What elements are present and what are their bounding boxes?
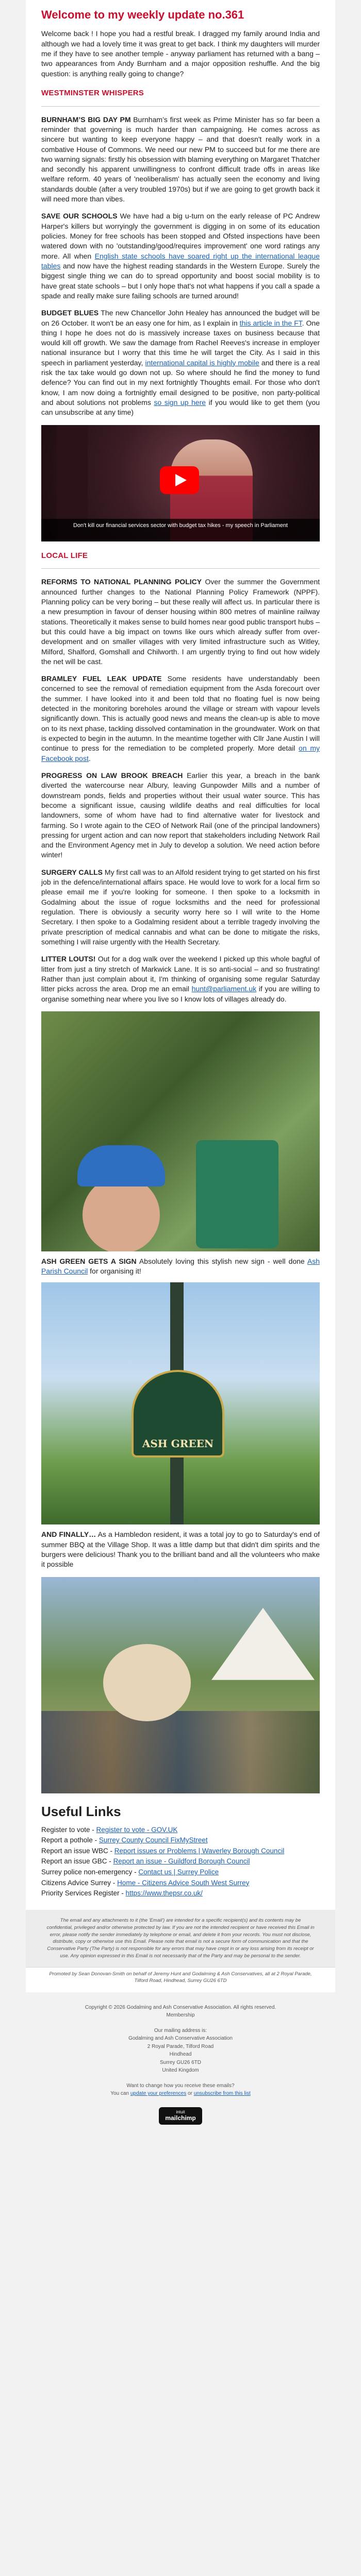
body-text: Some residents have understandably been concerned to see the removal of remediation equipment from the Asda forecourt over the summer. I have looked into it and been told that no floating fuel is now being detected in the monitoring boreholes around the village or stream with vapour levels significantly down. This is actually good news and means the clean-up is able to move on to its next phase, tackling dissolved contamination in the groundwater. Work on that is expected to begin in the autumn. In the meantime together with Cllr Jane Austin I will continue to press for the remediation to be completed properly. More detail (41, 674, 320, 753)
list-item (41, 1889, 320, 1899)
body-text: . (88, 754, 91, 762)
body-text: Out for a dog walk over the weekend I picked up this whole bagful of litter from just a tiny stretch of Markwick Lane. It is so anti-social – and so frustrating! Rather than just complain about it, I'm thinking of organising some regular Saturday litter picks across the area. Drop me an email (41, 955, 320, 993)
page-title: Welcome to my weekly update no.361 (41, 8, 244, 21)
address-street: 2 Royal Parade, Tilford Road (147, 2043, 214, 2049)
crowd (41, 1711, 320, 1793)
mailchimp-badge[interactable] (159, 2107, 202, 2125)
divider (41, 568, 320, 569)
list-item (41, 1857, 320, 1867)
divider (41, 106, 320, 107)
ft-article-link[interactable]: this article in the FT (239, 318, 302, 327)
lead-text: SAVE OUR SCHOOLS (41, 212, 118, 221)
change-question: Want to change how you receive these emails? (126, 2082, 235, 2089)
citizens-advice-link[interactable]: Home - Citizens Advice South West Surrey (117, 1878, 250, 1887)
list-item (41, 1878, 320, 1888)
body-text: Earlier this year, a breach in the bank diverted the watercourse near Albury, leaving Gunpowder Mills and a number of downstream ponds, fields and properties without their usual water source. This has become a significant issue, causing wildlife deaths and real difficulties for local landowners, some of whom have had to find alternative water for livestock and farming. So I wrote again to the CEO of Network Rail (one of the principal landowners) pressing for urgent action and can now report that stakeholders including Network Rail and the Environment Agency met in July to develop a solution. We need action before winter! (41, 771, 320, 859)
sign-text: ASH GREEN (142, 1437, 214, 1450)
update-preferences-link[interactable]: update your preferences (130, 2091, 187, 2097)
lead-text: AND FINALLY… (41, 1530, 96, 1539)
address-county: Surrey GU26 6TD (159, 2059, 202, 2065)
link-label: Register to vote - (41, 1825, 96, 1834)
body-text: for organising it! (88, 1267, 141, 1276)
section-heading-westminster: WESTMINSTER WHISPERS (41, 88, 144, 97)
address-country: United Kingdom (162, 2067, 199, 2074)
body-text: Absolutely loving this stylish new sign - well done (136, 1257, 307, 1265)
paragraph-surgery (41, 868, 320, 947)
paragraph-law-brook (41, 771, 320, 860)
badge-main-text: mailchimp (165, 2114, 196, 2122)
dog (103, 1644, 191, 1721)
email-link[interactable]: hunt@parliament.uk (191, 985, 257, 993)
lead-text: BRAMLEY FUEL LEAK UPDATE (41, 674, 162, 683)
body-text: As a Hambledon resident, it was a total joy to go to Saturday's end of summer BBQ at the Village Shop. It was a little damp but that didn't dim spirits and the burgers were delicious! Thank you to the brilliant band and all the volunteers who make it possible (41, 1530, 320, 1569)
link-label: Priority Services Register - (41, 1889, 126, 1897)
useful-links-heading: Useful Links (41, 1803, 121, 1819)
video-thumbnail[interactable] (41, 425, 320, 541)
intro-paragraph: Welcome back ! I hope you had a restful break. I dragged my family around India and although we had a lovely time it was great to get back. I think my daughters will murder me if they have to see another temple - anyway parliament has returned with a bang – two appearances from Andy Burnham and a major opposition reshuffle. And the big question: is anything really going to change? (41, 29, 320, 78)
paragraph-litter (41, 954, 320, 1004)
lead-text: BUDGET BLUES (41, 309, 99, 317)
link-label: Report an issue WBC - (41, 1846, 114, 1855)
tent (211, 1608, 315, 1680)
disclaimer: The email and any attachments to it (the 'Email') are intended for a specific recipient(s) and its contents may be confidential, privileged and/or otherwise protected by law. If you are not the intended recipient or have received this Email in error, please notify the sender immediately by telephone or email, and delete it from your records. You must not disclose, distribute, copy or otherwise use this Email. Please note that email is not a secure form of communication and that the Conservative Party (The Party) is not responsible for any errors that may have crept in or any loss arising from its receipt or use. Any opinion expressed in this Email is not necessarily that of the Party and may be personal to the sender. (26, 1910, 335, 1967)
lead-text: ASH GREEN GETS A SIGN (41, 1257, 137, 1265)
link-label: Report a pothole - (41, 1836, 99, 1844)
body-text: and now have the highest reading standards in the Western Europe. Surely the biggest single thing we can do to spread opportunity and boost social mobility is to have great state schools – but I only hope that's not what happens if you call a spade a spade and really make sure failing schools are turned around! (41, 261, 320, 300)
paragraph-fuel-leak (41, 674, 320, 764)
membership-label: Membership (166, 2012, 195, 2019)
register-to-vote-link[interactable]: Register to vote - GOV.UK (96, 1825, 178, 1834)
change-options (26, 2090, 335, 2098)
paragraph-schools (41, 211, 320, 301)
paragraph-budget (41, 308, 320, 417)
surrey-police-link[interactable]: Contact us | Surrey Police (138, 1868, 219, 1876)
play-icon[interactable] (160, 466, 199, 494)
litter-pick-photo (41, 1011, 320, 1251)
header (26, 0, 335, 26)
list-item (41, 1825, 320, 1835)
paragraph-planning (41, 577, 320, 667)
bbq-photo (41, 1577, 320, 1793)
copyright: Copyright © 2026 Godalming and Ash Conservative Association. All rights reserved. (85, 2004, 276, 2010)
paragraph-finally (41, 1530, 320, 1569)
paragraph-burnham (41, 115, 320, 205)
promoted-by: Promoted by Sean Donovan-Smith on behalf of Jeremy Hunt and Godalming & Ash Conservatives, all at 2 Royal Parade, Tilford Road, Hindhead, Surrey GU26 6TD (26, 1967, 335, 1992)
lead-text: REFORMS TO NATIONAL PLANNING POLICY (41, 578, 202, 586)
spacer (26, 2075, 335, 2082)
report-issue-gbc-link[interactable]: Report an issue - Guildford Borough Council (113, 1857, 250, 1866)
mailing-address-label: Our mailing address is: (154, 2027, 207, 2033)
person-face (83, 1176, 160, 1251)
section-heading-local: LOCAL LIFE (41, 551, 88, 560)
list-item (41, 1846, 320, 1856)
body-text: and there is a real risk the tax take would go down not up. So where should he find the money to fund defence? You can find out in my next fortnightly Thoughts email. For those who don't know, I am now doing a fortnightly email designed to be positive, non party-political and about solutions not problems (41, 358, 320, 407)
list-item (41, 1868, 320, 1877)
address-town: Hindhead (169, 2052, 192, 2058)
report-issue-wbc-link[interactable]: Report issues or Problems | Waverley Borough Council (114, 1846, 285, 1855)
ash-parish-council-link[interactable]: Ash Parish Council (41, 1257, 320, 1276)
lead-text: LITTER LOUTS! (41, 955, 96, 963)
league-tables-link[interactable]: English state schools have soared right up the international league tables (41, 251, 320, 270)
facebook-post-link[interactable]: on my Facebook post (41, 744, 320, 762)
body-text: . One thing I hope he does not do is massively increase taxes on business because that would kill off growth. We saw the damage from Rachel Reeves's increase in employer national insurance but I worry that this time he will target the City. As I said in this speech in parliament yesterday, (41, 318, 320, 367)
body-text: Over the summer the Government announced further changes to the National Planning Policy Framework (NPPF). Planning policy can be very boring – but these really will affect us. In particular there is a new presumption in favour of denser housing within 800 metres of mainline railway stations. Theoretically it makes sense to build homes near good public transport hubs – but this could have a big impact on towns like ours which already suffer from over-development and on smaller villages with very limited infrastructure such as Witley, Milford, Shalford, Gomshall and Chilworth. I am urgently trying to find out how widely the net will be cast. (41, 578, 320, 666)
report-pothole-link[interactable]: Surrey County Council FixMyStreet (99, 1836, 208, 1844)
ash-green-sign-photo (41, 1282, 320, 1524)
video-caption: Don't kill our financial services sector with budget tax hikes - my speech in Parliament (41, 519, 320, 541)
capital-mobile-link[interactable]: international capital is highly mobile (145, 358, 259, 367)
body-text: or (186, 2091, 194, 2097)
email-container (26, 0, 335, 1992)
link-label: Citizens Advice Surrey - (41, 1878, 118, 1887)
useful-links-list (41, 1825, 320, 1899)
link-label: Report an issue GBC - (41, 1857, 113, 1866)
sign-up-link[interactable]: so sign up here (154, 398, 206, 407)
body-text: You can (110, 2091, 130, 2097)
lead-text: PROGRESS ON LAW BROOK BREACH (41, 771, 183, 779)
list-item (41, 1836, 320, 1845)
body-text: The new Chancellor John Healey has announced the budget will be on 26 October. It won't be an easy one for him, as I explain in (41, 309, 320, 327)
body-text: Burnham’s first week as Prime Minister has so far been a reminder that governing is much harder than campaigning. He comes across as sincere but wanting to keep everyone happy – and that doesn't really work in a combative House of Commons. We need our new PM to succeed but for me there are two warning signals: firstly his obsession with blaming everything on Margaret Thatcher and secondly his apparent unwillingness to confront difficult trade offs in areas like welfare reform. 40 years of 'neoliberalism' has actually seen the economy and living standards double (after a very troubled 1970s) but if we are going to get growth back it will need more than vibes. (41, 115, 320, 204)
address-org: Godalming and Ash Conservative Association (128, 2036, 233, 2042)
unsubscribe-link[interactable]: unsubscribe from this list (193, 2091, 251, 2097)
spacer (26, 2020, 335, 2027)
litter-bag (196, 1140, 278, 1248)
link-label: Surrey police non-emergency - (41, 1868, 139, 1876)
body-text: We have had a big u-turn on the early release of PC Andrew Harper's killers but worryingly the government is digging in on some of its education policies. Money for free schools has been stopped and Ofsted inspections have been watered down with no 'outstanding/good/requires improvement' one word ratings any more. All when (41, 212, 320, 260)
lead-text: BURNHAM’S BIG DAY PM (41, 115, 131, 124)
body-text: if you are willing to organise something near where you live so I know lots of villages already do. (41, 985, 320, 1003)
email-body (26, 26, 335, 1910)
blue-cap (77, 1145, 165, 1187)
caption-ash-green (41, 1257, 320, 1277)
badge-top-text: intuit (176, 2109, 185, 2114)
footer (26, 1992, 335, 2139)
priority-services-link[interactable]: https://www.thepsr.co.uk/ (125, 1889, 203, 1897)
lead-text: SURGERY CALLS (41, 868, 103, 876)
body-text: My first call was to an Alfold resident trying to get started on his first job in the defence/international affairs space. He would love to work for a local firm so please email me if you're looking for someone. I then spoke to a locksmith in Godalming about the issue of rogue locksmiths and the need for professional regulation. There is obviously a security worry here so I will write to the Home Secretary. I then spoke to a Godalming resident about a terrible tragedy involving the private prescription of medical cannabis and what can be done to mitigate the risks, something I will raise urgently with the Health Secretary. (41, 868, 320, 946)
body-text: if you would like to get them (you can unsubscribe at any time) (41, 398, 320, 417)
